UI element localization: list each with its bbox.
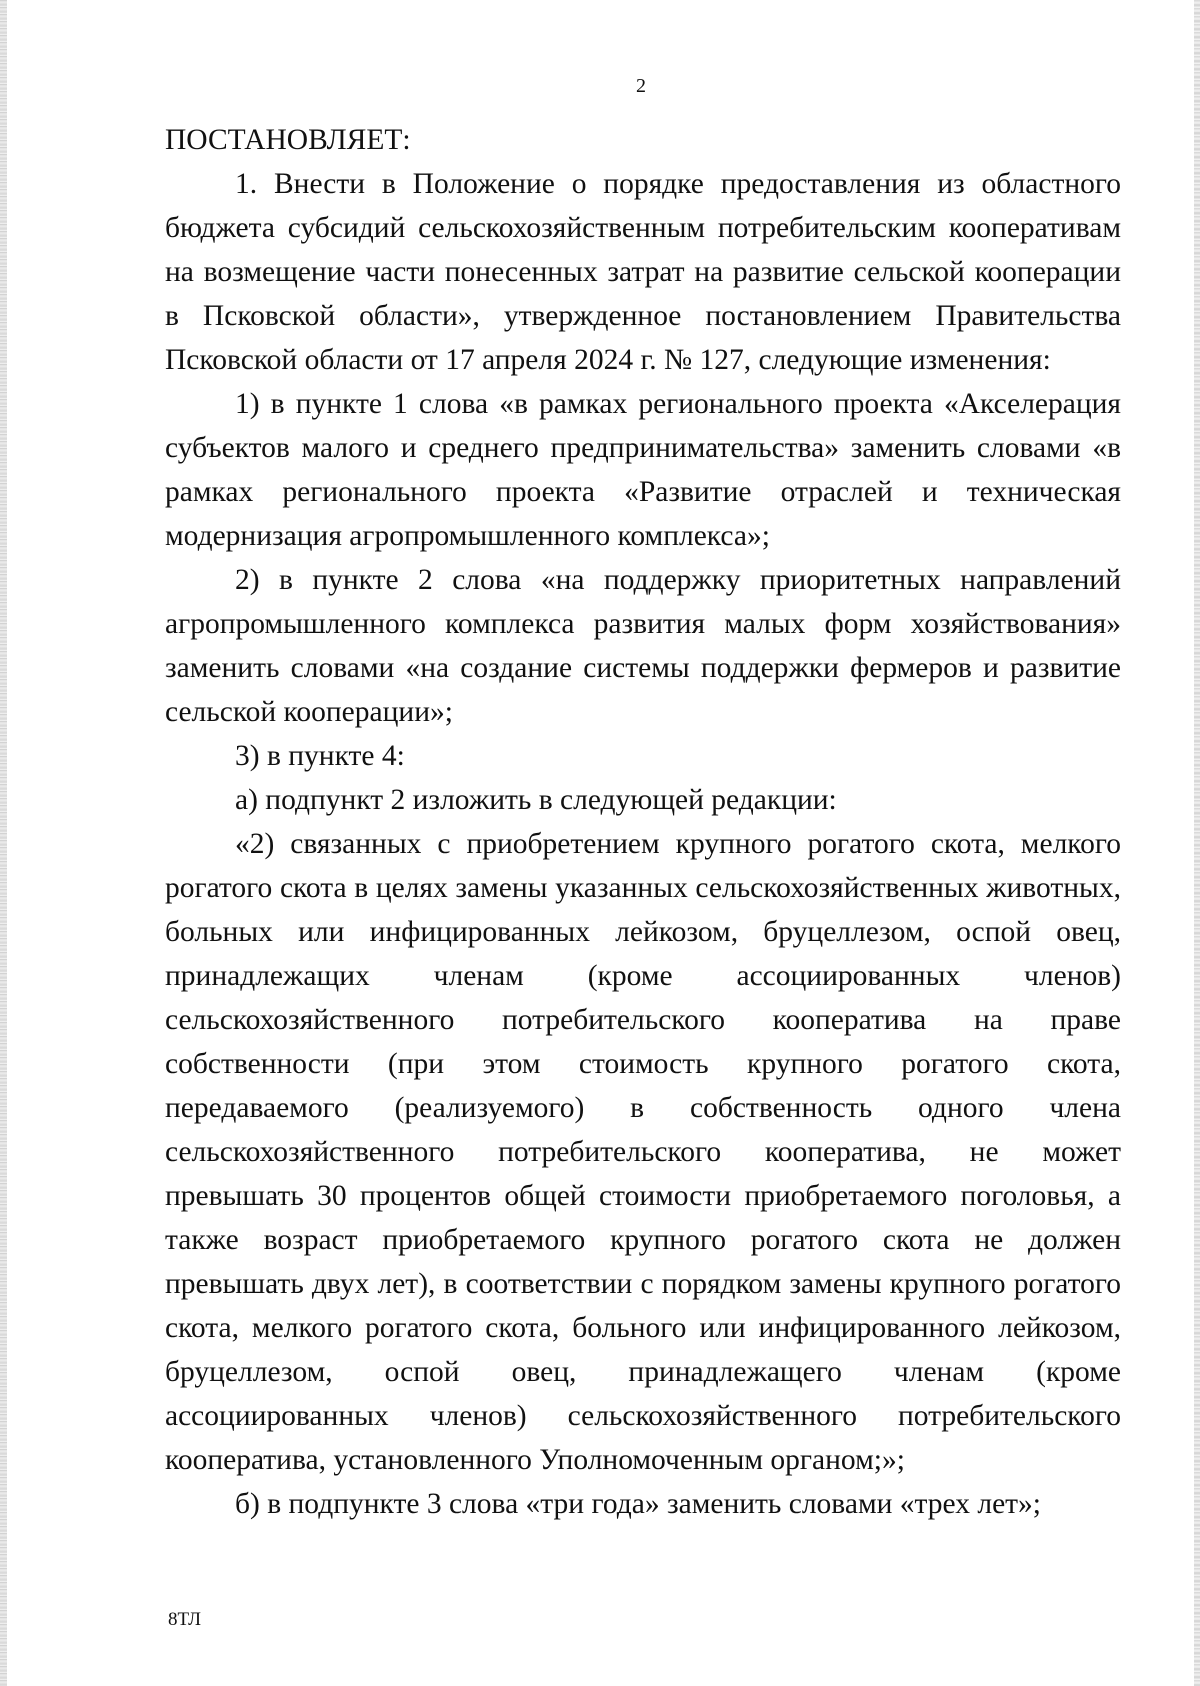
paragraph-subitem-2: 2) в пункте 2 слова «на поддержку приоритетных направлений агропромышленного комплекса развития малых форм хозяйствования» заменить словами «на создание системы поддержки фермеров и развитие сельской кооперации»; [165, 564, 1121, 728]
document-body [165, 118, 1121, 1526]
footer-code: 8ТЛ [168, 1609, 202, 1630]
page-number: 2 [636, 75, 646, 97]
paragraph-quoted-text: «2) связанных с приобретением крупного рогатого скота, мелкого рогатого скота в целях замены указанных сельскохозяйственных животных, больных или инфицированных лейкозом, бруцеллезом, оспой овец, принадлежащих членам (кроме ассоциированных членов) сельскохозяйственного потребительского кооператива на праве собственности (при этом стоимость крупного рогатого скота, передаваемого (реализуемого) в собственность одного члена сельскохозяйственного потребительского кооператива, не может превышать 30 процентов общей стоимости приобретаемого поголовья, а также возраст приобретаемого крупного рогатого скота не должен превышать двух лет), в соответствии с порядком замены крупного рогатого скота, мелкого рогатого скота, больного или инфицированного лейкозом, бруцеллезом, оспой овец, принадлежащего членам (кроме ассоциированных членов) сельскохозяйственного потребительского кооператива, установленного Уполномоченным органом;»; [165, 828, 1121, 1476]
scan-edge-right [1194, 0, 1200, 1686]
paragraph-subitem-3: 3) в пункте 4: [235, 740, 405, 772]
resolution-heading: ПОСТАНОВЛЯЕТ: [165, 124, 411, 156]
paragraph-subitem-3b: б) в подпункте 3 слова «три года» заменить словами «трех лет»; [235, 1488, 1042, 1520]
paragraph-subitem-3a: а) подпункт 2 изложить в следующей редакции: [235, 784, 837, 816]
paragraph-subitem-1: 1) в пункте 1 слова «в рамках регионального проекта «Акселерация субъектов малого и среднего предпринимательства» заменить словами «в рамках регионального проекта «Развитие отраслей и техническая модернизация агропромышленного комплекса»; [165, 388, 1121, 552]
paragraph-item-1: 1. Внести в Положение о порядке предоставления из областного бюджета субсидий сельскохозяйственным потребительским кооперативам на возмещение части понесенных затрат на развитие сельской кооперации в Псковской области», утвержденное постановлением Правительства Псковской области от 17 апреля 2024 г. № 127, следующие изменения: [165, 168, 1121, 376]
scan-edge-left [0, 0, 7, 1686]
